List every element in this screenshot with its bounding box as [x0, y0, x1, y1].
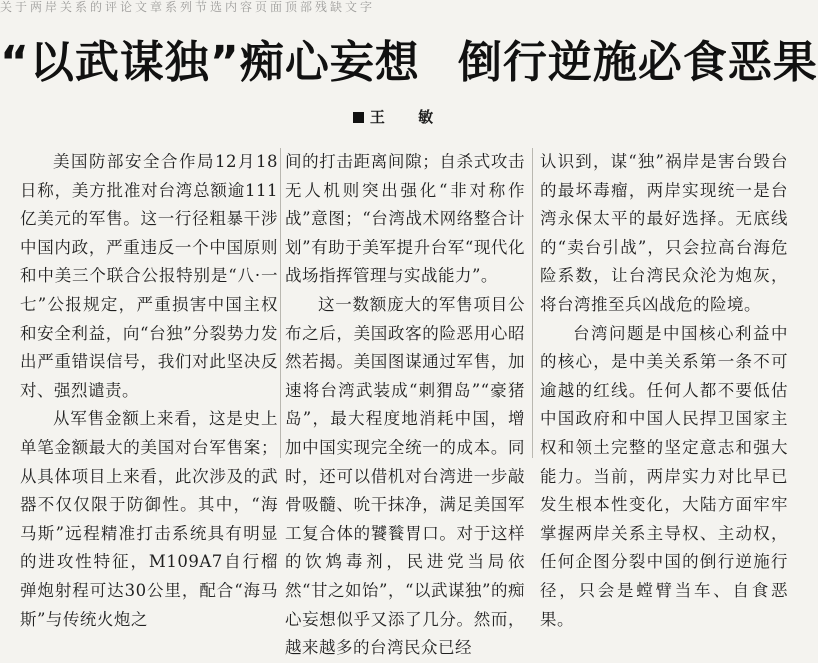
paragraph: 这一数额庞大的军售项目公布之后，美国政客的险恶用心昭然若揭。美国图谋通过军售，加速将台湾武装成“刺猬岛”“豪猪岛”，最大程度地消耗中国，增加中国实现完全统一的成本。同时，还可以借机对台湾进一步敲骨吸髓、吮干抹净，满足美国军工复合体的饕餮胃口。对于这样的饮鸩毒剂，民进党当局依然“甘之如饴”，“以武谋独”的痴心妄想似乎又添了几分。然而，越来越多的台湾民众已经: [285, 294, 525, 658]
article-column-2: [285, 148, 525, 658]
paragraph: 台湾问题是中国核心利益中的核心，是中美关系第一条不可逾越的红线。任何人都不要低估中国政府和中国人民捍卫国家主权和领土完整的坚定意志和强大能力。当前，两岸实力对比早已发生根本性变化，大陆方面牢牢掌握两岸关系主导权、主动权，任何企图分裂中国的倒行逆施行径，只会是螳臂当车、自食恶果。: [540, 323, 788, 629]
paragraph: 间的打击距离间隙；自杀式攻击无人机则突出强化“非对称作战”意图；“台湾战术网络整合计划”有助于美军提升台军“现代化战场指挥管理与实战能力”。: [285, 152, 525, 286]
headline: [0, 28, 818, 98]
paragraph: 美国防部安全合作局12月18日称，美方批准对台湾总额逾111亿美元的军售。这一行径粗暴干涉中国内政，严重违反一个中国原则和中美三个联合公报特别是“八·一七”公报规定，严重损害中国主权和安全利益，向“台独”分裂势力发出严重错误信号，我们对此坚决反对、强烈谴责。: [20, 152, 278, 400]
headline-left: “以武谋独”痴心妄想: [0, 37, 420, 88]
top-strip-text: 关于两岸关系的评论文章系列节选内容页面顶部残缺文字: [0, 0, 376, 14]
column-divider: [532, 148, 533, 458]
article-column-3: [540, 148, 788, 629]
author-name: 王 敏: [369, 108, 448, 126]
article-column-1: [20, 148, 278, 629]
byline-square-icon: [353, 112, 364, 123]
column-divider: [280, 148, 281, 458]
byline: [0, 106, 800, 128]
headline-right: 倒行逆施必食恶果: [457, 37, 818, 88]
paragraph: 认识到，谋“独”祸岸是害台毁台的最坏毒瘤，两岸实现统一是台湾永保太平的最好选择。无底线的“卖台引战”，只会拉高台海危险系数，让台湾民众沦为炮灰，将台湾推至兵凶战危的险境。: [540, 152, 788, 314]
paragraph: 从军售金额上来看，这是史上单笔金额最大的美国对台军售案；从具体项目上来看，此次涉及的武器不仅仅限于防御性。其中，“海马斯”远程精准打击系统具有明显的进攻性特征，M109A7自行榴弹炮射程可达30公里，配合“海马斯”与传统火炮之: [20, 409, 278, 629]
